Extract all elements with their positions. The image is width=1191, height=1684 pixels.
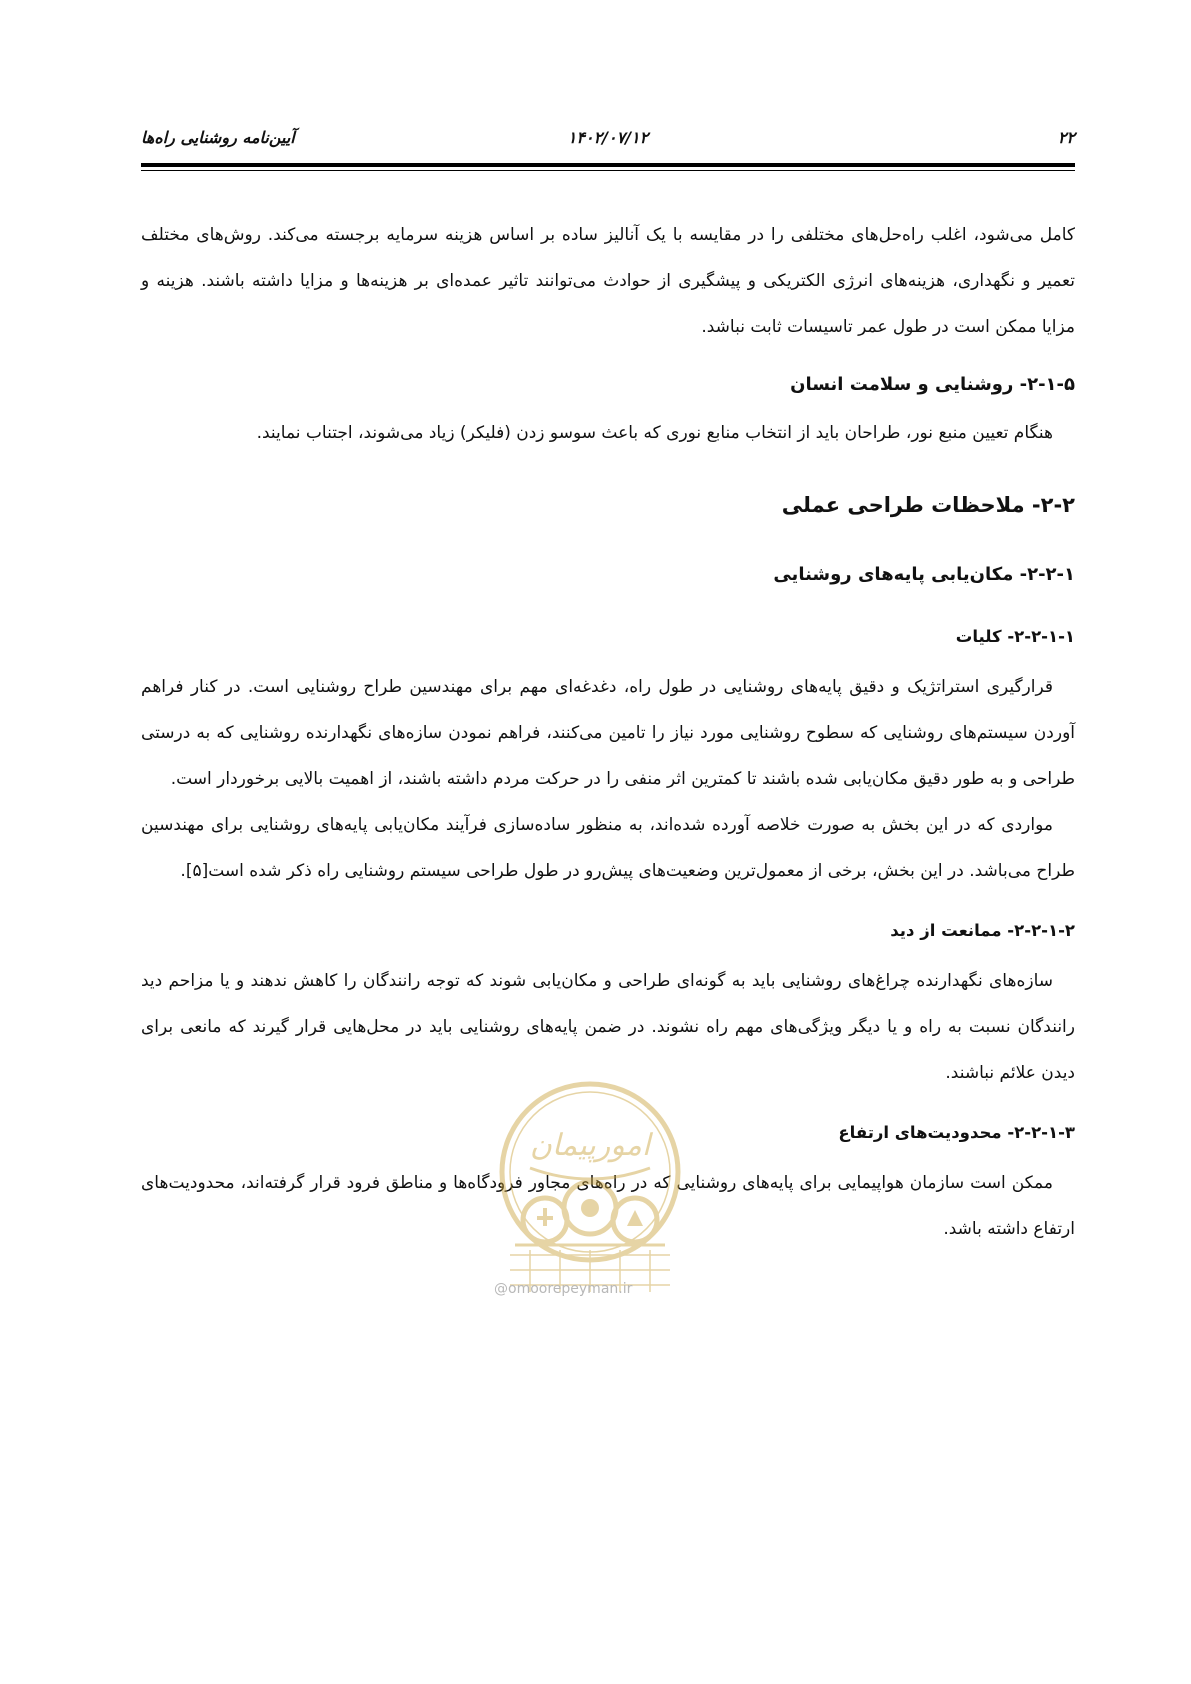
header-rule-thick [141,163,1075,167]
section-paragraph-2-1-5: هنگام تعیین منبع نور، طراحان باید از انتخاب منابع نوری که باعث سوسو زدن (فلیکر) زیاد می‌شوند، اجتناب نمایند. [256,423,1053,443]
intro-paragraph: کامل می‌شود، اغلب راه‌حل‌های مختلفی را در مقایسه با یک آنالیز ساده بر اساس هزینه سرمایه برجسته می‌کند. روش‌های مختلف تعمیر و نگهداری، هزینه‌های انرژی الکتریکی و پیشگیری از حوادث می‌توانند تاثیر عمده‌ای بر هزینه‌ها و مزایا داشته باشند. هزینه و مزایا ممکن است در طول عمر تاسیسات ثابت نباشد. [141,225,1075,337]
page-number: ۲۲ [1057,128,1075,147]
watermark-url: @omoorepeyman.ir [494,1281,633,1297]
section-paragraph-2-2-1-3: ممکن است سازمان هواپیمایی برای پایه‌های روشنایی که در راه‌های مجاور فرودگاه‌ها و مناطق فرود قرار گرفته‌اند، محدودیت‌های ارتفاع داشته باشد. [141,1173,1075,1239]
section-heading-2-2-1-1: ۲-۲-۱-۱- کلیات [955,627,1075,646]
section-heading-2-2: ۲-۲- ملاحظات طراحی عملی [781,493,1075,517]
section-heading-2-2-1-3: ۲-۲-۱-۳- محدودیت‌های ارتفاع [838,1123,1075,1142]
section-paragraph-2-2-1-1-a: قرارگیری استراتژیک و دقیق پایه‌های روشنایی در طول راه، دغدغه‌ای مهم برای مهندسین طراح روشنایی است. در کنار فراهم آوردن سیستم‌های روشنایی که سطوح روشنایی مورد نیاز را تامین می‌کنند، فراهم نمودن سازه‌های نگهدارنده روشنایی که به درستی طراحی و به طور دقیق مکان‌یابی شده باشند تا کمترین اثر منفی را در حرکت مردم داشته باشند، از اهمیت بالایی برخوردار است. [141,677,1075,789]
section-heading-2-1-5: ۲-۱-۵- روشنایی و سلامت انسان [790,374,1075,395]
section-heading-2-2-1: ۲-۲-۱- مکان‌یابی پایه‌های روشنایی [773,564,1075,585]
header-rule-thin [141,170,1075,171]
header-title: آیین‌نامه روشنایی راه‌ها [141,128,295,147]
document-body [141,212,1075,1252]
watermark-logo-text: امورپیمان [529,1128,651,1163]
header-date: ۱۴۰۲/۰۷/۱۲ [567,128,649,147]
section-heading-2-2-1-2: ۲-۲-۱-۲- ممانعت از دید [890,921,1075,940]
section-paragraph-2-2-1-2: سازه‌های نگهدارنده چراغ‌های روشنایی باید به گونه‌ای طراحی و مکان‌یابی شوند که توجه رانندگان را کاهش ندهند و یا مزاحم دید رانندگان نسبت به راه و یا دیگر ویژگی‌های مهم راه نشوند. در ضمن پایه‌های روشنایی باید در محل‌هایی قرار گیرند که مانعی برای دیدن علائم نباشند. [141,971,1075,1083]
section-paragraph-2-2-1-1-b: مواردی که در این بخش به صورت خلاصه آورده شده‌اند، به منظور ساده‌سازی فرآیند مکان‌یابی پایه‌های روشنایی برای مهندسین طراح می‌باشد. در این بخش، برخی از معمول‌ترین وضعیت‌های پیش‌رو در طول طراحی سیستم روشنایی راه ذکر شده است[۵]. [141,815,1075,881]
page-header [141,128,1075,158]
